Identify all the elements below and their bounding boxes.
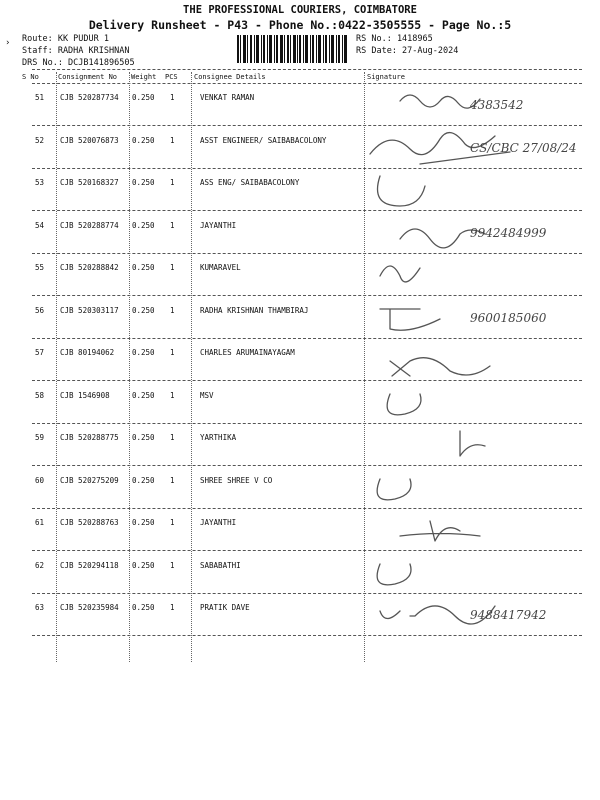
col-pcs: PCS [165, 73, 178, 81]
col-consignment: Consignment No [58, 73, 118, 81]
row-weight: 0.250 [132, 263, 155, 272]
row-sno: 58 [35, 390, 45, 400]
signature-scribble [360, 251, 600, 299]
col-signature: Signature [367, 73, 405, 81]
signature-scribble [360, 81, 600, 129]
row-consignment: CJB 80194062 [60, 348, 115, 357]
signature-handwritten-text: 9600185060 [470, 310, 547, 325]
row-weight: 0.250 [132, 220, 155, 230]
row-consignment: CJB 520288763 [60, 518, 119, 527]
signature-scribble [360, 591, 600, 639]
signature-scribble [360, 209, 600, 257]
signature-stroke [460, 431, 485, 456]
row-consignee: SHREE SHREE V CO [200, 475, 273, 485]
staff-label: Staff: RADHA KRISHNAN [22, 46, 130, 56]
row-sno: 61 [35, 518, 45, 527]
row-consignment: CJB 520275209 [60, 475, 119, 485]
row-consignment: CJB 520294118 [60, 560, 119, 570]
row-pcs: 1 [170, 518, 175, 527]
row-sno: 55 [35, 263, 45, 272]
row-sno: 54 [35, 220, 45, 230]
row-consignee: CHARLES ARUMAINAYAGAM [200, 348, 295, 357]
row-sno: 53 [35, 178, 45, 187]
signature-stroke [378, 176, 426, 206]
row-consignee: RADHA KRISHNAN THAMBIRAJ [200, 305, 309, 315]
row-consignment: CJB 520168327 [60, 178, 119, 187]
row-pcs: 1 [170, 475, 175, 485]
row-consignment: CJB 520076873 [60, 135, 119, 145]
row-consignment: CJB 520288842 [60, 263, 119, 272]
margin-mark: › [5, 38, 11, 48]
signature-scribble [360, 421, 600, 469]
row-weight: 0.250 [132, 178, 155, 187]
col-divider [129, 72, 130, 662]
row-sno: 52 [35, 135, 45, 145]
row-consignee: JAYANTHI [200, 518, 237, 527]
signature-handwritten-text: 4383542 [470, 98, 524, 112]
row-weight: 0.250 [132, 518, 155, 527]
signature-stroke [400, 521, 480, 541]
col-divider [191, 72, 192, 662]
row-weight: 0.250 [132, 433, 155, 442]
row-weight: 0.250 [132, 93, 155, 102]
row-weight: 0.250 [132, 135, 155, 145]
row-sno: 57 [35, 348, 45, 357]
rs-date: RS Date: 27-Aug-2024 [356, 46, 459, 56]
row-consignee: SABABATHI [200, 560, 241, 570]
row-divider [32, 635, 582, 636]
barcode-image [237, 35, 347, 63]
signature-handwritten-text: 9488417942 [470, 608, 547, 622]
signature-stroke [380, 266, 420, 282]
col-consignee: Consignee Details [194, 73, 266, 81]
row-consignee: JAYANTHI [200, 220, 237, 230]
signature-scribble [360, 294, 600, 342]
row-sno: 60 [35, 475, 45, 485]
header-top-divider [32, 69, 582, 70]
signature-stroke [400, 95, 480, 108]
signature-handwritten-text: 9942484999 [470, 225, 547, 240]
row-pcs: 1 [170, 433, 175, 442]
signature-scribble [360, 336, 600, 384]
row-sno: 63 [35, 603, 45, 612]
row-consignee: VENKAT RAMAN [200, 93, 255, 102]
signature-scribble [360, 166, 600, 214]
signature-stroke [377, 479, 411, 500]
company-title: THE PROFESSIONAL COURIERS, COIMBATORE [183, 4, 417, 16]
route-label: Route: KK PUDUR 1 [22, 34, 109, 44]
row-weight: 0.250 [132, 348, 155, 357]
signature-stroke [380, 309, 440, 330]
signature-stroke [377, 564, 411, 585]
row-weight: 0.250 [132, 560, 155, 570]
row-consignment: CJB 1546908 [60, 390, 110, 400]
rs-number: RS No.: 1418965 [356, 34, 433, 44]
row-weight: 0.250 [132, 603, 155, 612]
row-sno: 56 [35, 305, 45, 315]
row-sno: 62 [35, 560, 45, 570]
drs-number: DRS No.: DCJB141896505 [22, 58, 135, 68]
row-consignment: CJB 520288774 [60, 220, 119, 230]
signature-scribble [360, 549, 600, 597]
row-consignment: CJB 520288775 [60, 433, 119, 442]
col-divider [56, 72, 57, 662]
row-pcs: 1 [170, 135, 175, 145]
row-pcs: 1 [170, 178, 175, 187]
row-pcs: 1 [170, 93, 175, 102]
signature-stroke [390, 358, 490, 376]
row-pcs: 1 [170, 603, 175, 612]
row-consignee: YARTHIKA [200, 433, 237, 442]
runsheet-title: Delivery Runsheet - P43 - Phone No.:0422-3505555 - Page No.:5 [88, 18, 512, 32]
signature-scribble [360, 506, 600, 554]
row-consignment: CJB 520303117 [60, 305, 119, 315]
row-consignee: ASS ENG/ SAIBABACOLONY [200, 178, 300, 187]
row-pcs: 1 [170, 220, 175, 230]
row-consignee: KUMARAVEL [200, 263, 241, 272]
row-pcs: 1 [170, 263, 175, 272]
row-weight: 0.250 [132, 390, 155, 400]
col-weight: Weight [131, 73, 157, 81]
signature-scribble [360, 379, 600, 427]
row-consignee: PRATIK DAVE [200, 603, 250, 612]
row-sno: 59 [35, 433, 45, 442]
row-consignee: ASST ENGINEER/ SAIBABACOLONY [200, 135, 327, 145]
row-sno: 51 [35, 93, 45, 102]
row-weight: 0.250 [132, 475, 155, 485]
row-consignment: CJB 520235984 [60, 603, 119, 612]
row-pcs: 1 [170, 390, 175, 400]
row-consignee: MSV [200, 390, 214, 400]
row-weight: 0.250 [132, 305, 155, 315]
signature-handwritten-text: CS/CBC 27/08/24 [470, 140, 577, 155]
row-pcs: 1 [170, 305, 175, 315]
row-consignment: CJB 520287734 [60, 93, 119, 102]
signature-stroke [387, 394, 421, 415]
row-pcs: 1 [170, 348, 175, 357]
signature-scribble [360, 124, 600, 172]
col-sno: S No [22, 73, 39, 81]
signature-scribble [360, 464, 600, 512]
row-pcs: 1 [170, 560, 175, 570]
